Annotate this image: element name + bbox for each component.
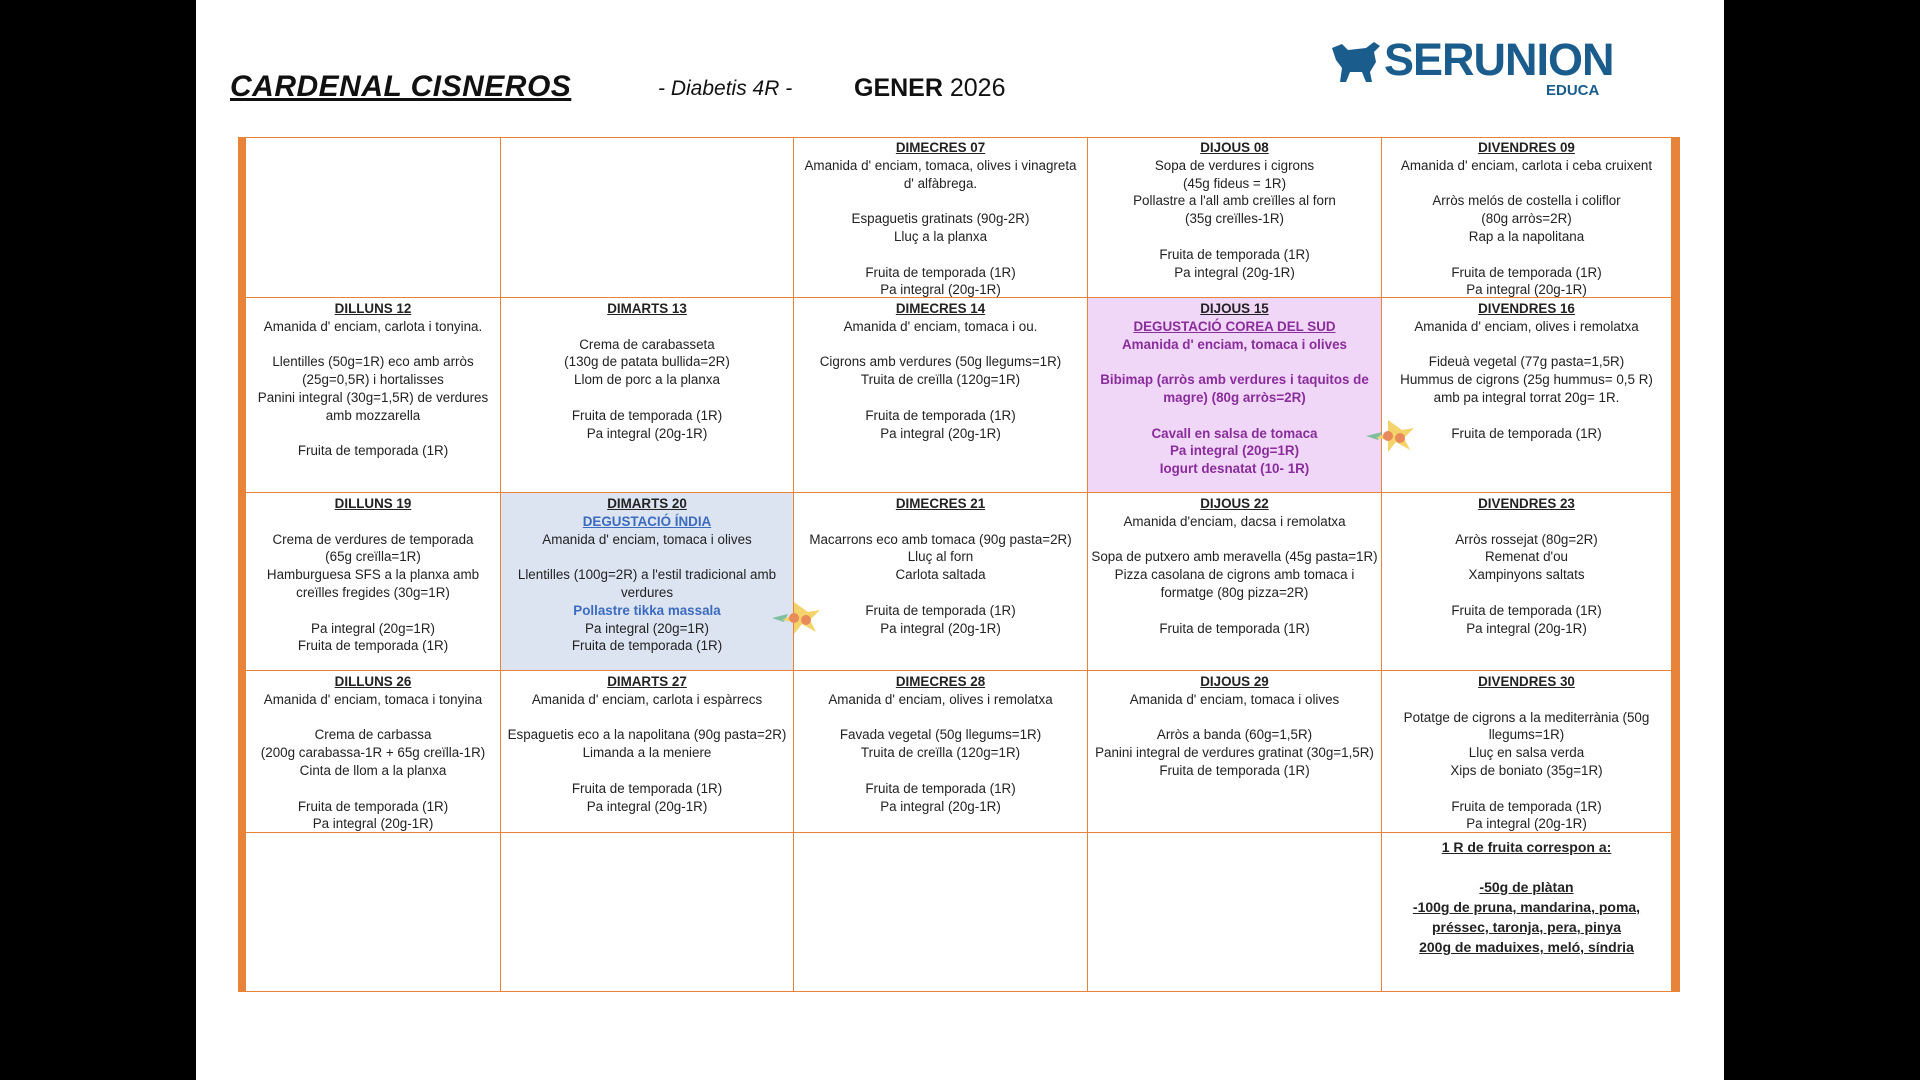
- spacer: [1382, 175, 1671, 193]
- spacer: [1382, 407, 1671, 425]
- day-heading: DIMECRES 14: [895, 301, 986, 316]
- menu-line: Fruita de temporada (1R): [1451, 425, 1602, 441]
- menu-line: Hamburguesa SFS a la planxa amb: [266, 567, 480, 583]
- menu-line: verdures: [620, 584, 674, 600]
- empty-day-cell: [501, 833, 794, 992]
- spacer: [1382, 584, 1671, 602]
- month-name: GENER: [854, 74, 943, 102]
- menu-line: Pa integral (20g=1R): [311, 620, 435, 636]
- day-cell-w2-fri: [1382, 298, 1672, 493]
- menu-line: creïlles fregides (30g=1R): [296, 584, 450, 600]
- menu-type: - Diabetis 4R -: [658, 77, 793, 100]
- fruit-note-line: préssec, taronja, pera, pinya: [1431, 919, 1622, 935]
- menu-line: Fruita de temporada (1R): [571, 638, 723, 654]
- fruit-note-line: -100g de pruna, mandarina, poma,: [1412, 899, 1641, 915]
- menu-line: Fruita de temporada (1R): [297, 638, 449, 654]
- spacer: [794, 709, 1087, 727]
- spacer: [794, 336, 1087, 354]
- menu-line: Lluç a la planxa: [893, 228, 988, 244]
- spacer: [1088, 353, 1381, 371]
- empty-day-cell: [1088, 833, 1382, 992]
- day-cell-w4-wed: [794, 671, 1088, 833]
- menu-line: Crema de verdures de temporada: [272, 531, 474, 547]
- menu-line: Pa integral (20g-1R): [1466, 816, 1587, 832]
- month-title: [854, 74, 1005, 103]
- spacer: [1382, 780, 1671, 798]
- menu-line: Espaguetis eco a la napolitana (90g pasta=2R): [507, 727, 787, 743]
- menu-line: Iogurt desnatat (10- 1R): [1159, 461, 1310, 477]
- menu-line: Amanida d' enciam, tomaca i olives: [1129, 691, 1340, 707]
- menu-line: Llentilles (50g=1R) eco amb arròs: [272, 354, 474, 370]
- menu-line: Cigrons amb verdures (50g llegums=1R): [819, 354, 1062, 370]
- menu-line: Sopa de putxero amb meravella (45g pasta=1R): [1091, 549, 1378, 565]
- menu-line: Cavall en salsa de tomaca: [1151, 425, 1318, 441]
- spacer: [794, 246, 1087, 264]
- menu-line: Amanida d'enciam, dacsa i remolatxa: [1123, 513, 1346, 529]
- menu-line: Limanda a la meniere: [582, 745, 712, 761]
- menu-line: Pa integral (20g-1R): [1466, 282, 1587, 298]
- menu-line: Fruita de temporada (1R): [865, 407, 1016, 423]
- day-cell-w4-tue: [501, 671, 794, 833]
- menu-line: Xips de boniato (35g=1R): [1450, 762, 1603, 778]
- menu-line: Crema de carabasseta: [579, 336, 715, 352]
- day-heading: DIJOUS 22: [1200, 496, 1269, 511]
- spacer: [501, 709, 793, 727]
- menu-line: Panini integral (30g=1,5R) de verdures: [257, 389, 489, 405]
- spacer: [246, 602, 500, 620]
- menu-line: Fruita de temporada (1R): [1451, 602, 1602, 618]
- empty-day-cell: [501, 137, 794, 298]
- spacer: [794, 513, 1087, 531]
- menu-line: Fruita de temporada (1R): [571, 780, 723, 796]
- menu-line: Llom de porc a la planxa: [574, 372, 720, 388]
- menu-line: (200g carabassa-1R + 65g creïlla-1R): [260, 745, 486, 761]
- menu-line: Cinta de llom a la planxa: [299, 762, 447, 778]
- spacer: [246, 425, 500, 443]
- menu-line: Fideuà vegetal (77g pasta=1,5R): [1428, 354, 1625, 370]
- menu-line: Fruita de temporada (1R): [1159, 762, 1310, 778]
- menu-line: Pollastre tikka massala: [573, 602, 721, 618]
- spacer: [1382, 691, 1671, 709]
- menu-line: Fruita de temporada (1R): [571, 407, 723, 423]
- menu-line: Fruita de temporada (1R): [1159, 620, 1310, 636]
- menu-line: formatge (80g pizza=2R): [1160, 584, 1309, 600]
- menu-line: Fruita de temporada (1R): [865, 602, 1016, 618]
- day-heading: DILLUNS 26: [334, 674, 412, 689]
- spacer: [1088, 531, 1381, 549]
- spacer: [794, 389, 1087, 407]
- menu-line: Fruita de temporada (1R): [865, 264, 1016, 280]
- menu-line: d' alfàbrega.: [903, 175, 978, 191]
- menu-line: Amanida d' enciam, olives i remolatxa: [828, 691, 1053, 707]
- spacer: [794, 762, 1087, 780]
- day-heading: DILLUNS 19: [334, 496, 412, 511]
- menu-line: Rap a la napolitana: [1468, 228, 1585, 244]
- day-heading: DIMARTS 20: [607, 496, 687, 511]
- menu-line: Amanida d' enciam, tomaca i olives: [1122, 336, 1347, 352]
- fruit-note-cell: [1382, 833, 1672, 992]
- day-cell-w3-tue: [501, 493, 794, 671]
- menu-line: Crema de carbassa: [314, 727, 432, 743]
- spacer: [246, 336, 500, 354]
- menu-line: Favada vegetal (50g llegums=1R): [839, 727, 1042, 743]
- spacer: [1088, 709, 1381, 727]
- menu-line: Pa integral (20g-1R): [586, 798, 708, 814]
- day-cell-w3-mon: [246, 493, 501, 671]
- spacer: [794, 192, 1087, 210]
- menu-line: Amanida d' enciam, tomaca i ou.: [843, 318, 1038, 334]
- menu-line: (25g=0,5R) i hortalisses: [302, 372, 444, 388]
- year: 2026: [949, 74, 1006, 102]
- fruit-note-title: 1 R de fruita correspon a:: [1441, 839, 1612, 855]
- logo-subtext: EDUCA: [1546, 82, 1600, 99]
- menu-line: Truita de creïlla (120g=1R): [860, 745, 1021, 761]
- day-heading: DIMARTS 27: [607, 674, 687, 689]
- right-border-bar: [1672, 137, 1680, 992]
- day-cell-w2-wed: [794, 298, 1088, 493]
- sticker-icon: [764, 596, 824, 642]
- fruit-note-line: 200g de maduixes, meló, síndria: [1419, 939, 1634, 955]
- menu-page: [196, 0, 1724, 1080]
- menu-line: Pa integral (20g=1R): [585, 620, 709, 636]
- day-heading: DIVENDRES 09: [1478, 140, 1575, 155]
- menu-line: Amanida d' enciam, carlota i tonyina.: [263, 318, 483, 334]
- day-cell-w2-thu: [1088, 298, 1382, 493]
- day-cell-w3-thu: [1088, 493, 1382, 671]
- menu-line: Potatge de cigrons a la mediterrània (50g: [1403, 709, 1650, 725]
- menu-line: Pa integral (20g-1R): [1466, 620, 1587, 636]
- menu-line: Amanida d' enciam, tomaca, olives i vinagreta: [804, 157, 1077, 173]
- menu-line: Llentilles (100g=2R) a l'estil tradicional amb: [517, 567, 777, 583]
- day-cell-w1-wed: [794, 137, 1088, 298]
- menu-line: Amanida d' enciam, tomaca i tonyina: [263, 691, 483, 707]
- day-cell-w4-thu: [1088, 671, 1382, 833]
- menu-line: Remenat d'ou: [1485, 549, 1568, 565]
- menu-line: Pa integral (20g=1R): [1169, 443, 1300, 459]
- menu-line: Carlota saltada: [895, 567, 986, 583]
- day-heading: DIVENDRES 30: [1478, 674, 1575, 689]
- menu-line: Amanida d' enciam, tomaca i olives: [542, 531, 752, 547]
- menu-line: Pa integral (20g-1R): [312, 816, 434, 832]
- menu-line: llegums=1R): [1488, 727, 1565, 743]
- spacer: [794, 584, 1087, 602]
- menu-line: (35g creïlles-1R): [1185, 211, 1284, 227]
- day-heading: DIJOUS 08: [1200, 140, 1269, 155]
- school-name: CARDENAL CISNEROS: [230, 70, 572, 103]
- spacer: [246, 780, 500, 798]
- menu-line: Lluç al forn: [907, 549, 974, 565]
- menu-line: Sopa de verdures i cigrons: [1154, 157, 1315, 173]
- menu-line: Fruita de temporada (1R): [297, 798, 449, 814]
- menu-line: Fruita de temporada (1R): [865, 780, 1016, 796]
- menu-line: Pa integral (20g-1R): [880, 620, 1001, 636]
- day-cell-w1-thu: [1088, 137, 1382, 298]
- day-heading: DIMARTS 13: [607, 301, 687, 316]
- menu-line: amb mozzarella: [325, 407, 421, 423]
- menu-line: Truita de creïlla (120g=1R): [860, 372, 1021, 388]
- menu-line: Amanida d' enciam, carlota i espàrrecs: [531, 691, 763, 707]
- day-heading: DILLUNS 12: [334, 301, 412, 316]
- menu-line: Fruita de temporada (1R): [1451, 798, 1602, 814]
- empty-day-cell: [246, 833, 501, 992]
- menu-line: Pizza casolana de cigrons amb tomaca i: [1114, 567, 1355, 583]
- menu-line: Fruita de temporada (1R): [297, 443, 449, 459]
- day-cell-w3-fri: [1382, 493, 1672, 671]
- spacer: [246, 709, 500, 727]
- theme-label: DEGUSTACIÓ COREA DEL SUD: [1133, 318, 1336, 334]
- menu-line: Hummus de cigrons (25g hummus= 0,5 R): [1400, 372, 1653, 388]
- day-heading: DIVENDRES 23: [1478, 496, 1575, 511]
- menu-line: magre) (80g arròs=2R): [1163, 389, 1306, 405]
- empty-day-cell: [246, 137, 501, 298]
- menu-line: (45g fideus = 1R): [1182, 175, 1287, 191]
- menu-line: amb pa integral torrat 20g= 1R.: [1433, 389, 1620, 405]
- day-heading: DIMECRES 21: [895, 496, 986, 511]
- sticker-icon: [1358, 414, 1418, 460]
- menu-line: Lluç en salsa verda: [1468, 745, 1585, 761]
- menu-line: Pa integral (20g-1R): [586, 425, 708, 441]
- spacer: [1088, 602, 1381, 620]
- menu-line: Arròs a banda (60g=1,5R): [1156, 727, 1313, 743]
- menu-line: Macarrons eco amb tomaca (90g pasta=2R): [809, 531, 1072, 547]
- spacer: [1382, 513, 1671, 531]
- spacer: [1382, 336, 1671, 354]
- menu-line: Panini integral de verdures gratinat (30g=1,5R): [1095, 745, 1374, 761]
- day-cell-w1-fri: [1382, 137, 1672, 298]
- menu-line: Fruita de temporada (1R): [1451, 264, 1602, 280]
- menu-line: Pa integral (20g-1R): [880, 798, 1001, 814]
- empty-day-cell: [794, 833, 1088, 992]
- menu-line: Espaguetis gratinats (90g-2R): [851, 211, 1030, 227]
- day-cell-w3-wed: [794, 493, 1088, 671]
- logo-text: SERUNION: [1384, 34, 1614, 85]
- spacer: [1382, 246, 1671, 264]
- menu-line: Xampinyons saltats: [1468, 567, 1585, 583]
- day-heading: DIMECRES 07: [895, 140, 986, 155]
- spacer: [501, 389, 793, 407]
- day-cell-w2-mon: [246, 298, 501, 493]
- menu-line: (80g arròs=2R): [1481, 211, 1572, 227]
- day-cell-w2-tue: [501, 298, 794, 493]
- day-cell-w4-fri: [1382, 671, 1672, 833]
- menu-line: Amanida d' enciam, carlota i ceba cruixent: [1400, 157, 1653, 173]
- menu-line: Pollastre a l'all amb creïlles al forn: [1133, 193, 1336, 209]
- menu-line: Arròs melós de costella i coliflor: [1432, 193, 1621, 209]
- menu-line: Pa integral (20g-1R): [880, 282, 1001, 298]
- menu-line: Pa integral (20g-1R): [880, 425, 1001, 441]
- menu-line: Amanida d' enciam, olives i remolatxa: [1414, 318, 1639, 334]
- spacer: [1088, 407, 1381, 425]
- menu-line: Pa integral (20g-1R): [1174, 264, 1295, 280]
- day-heading: DIVENDRES 16: [1478, 301, 1575, 316]
- fruit-note-line: -50g de plàtan: [1479, 879, 1574, 895]
- theme-label: DEGUSTACIÓ ÍNDIA: [582, 513, 712, 529]
- day-heading: DIMECRES 28: [895, 674, 986, 689]
- spacer: [501, 548, 793, 566]
- spacer: [501, 762, 793, 780]
- spacer: [246, 513, 500, 531]
- bull-icon: [1328, 38, 1382, 86]
- left-border-bar: [238, 137, 246, 992]
- menu-line: Bibimap (arròs amb verdures i taquitos de: [1100, 372, 1369, 388]
- serunion-logo: [1328, 34, 1614, 104]
- spacer: [501, 318, 793, 336]
- menu-line: (130g de patata bullida=2R): [564, 354, 730, 370]
- day-heading: DIJOUS 15: [1200, 301, 1269, 316]
- menu-line: Arròs rossejat (80g=2R): [1455, 531, 1598, 547]
- day-cell-w4-mon: [246, 671, 501, 833]
- menu-line: Fruita de temporada (1R): [1159, 246, 1310, 262]
- spacer: [1088, 228, 1381, 246]
- day-heading: DIJOUS 29: [1200, 674, 1269, 689]
- menu-line: (65g creïlla=1R): [325, 549, 421, 565]
